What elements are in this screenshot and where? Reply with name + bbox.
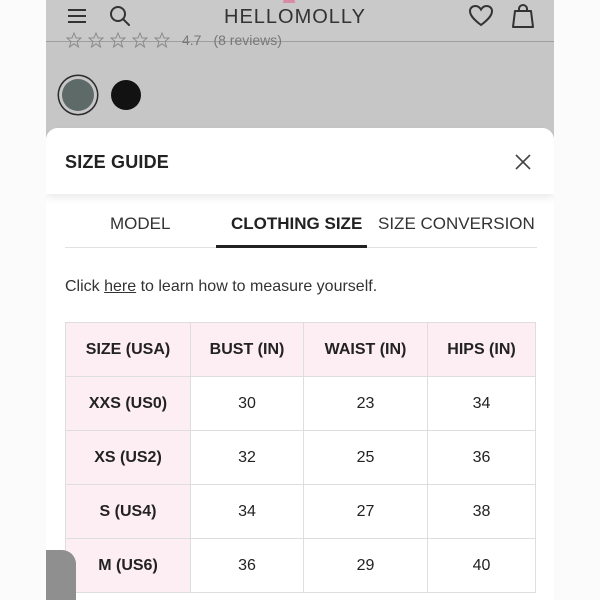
hips-cell: 34 <box>428 377 536 431</box>
size-guide-tabs <box>65 206 537 248</box>
waist-cell: 29 <box>304 539 428 593</box>
edge-handle <box>46 550 76 600</box>
size-table <box>65 322 536 593</box>
search-icon[interactable] <box>109 5 131 27</box>
color-swatch-black[interactable] <box>111 80 141 110</box>
product-rating <box>66 30 282 50</box>
star-icon <box>110 32 126 48</box>
heart-icon[interactable] <box>468 4 494 28</box>
waist-cell: 27 <box>304 485 428 539</box>
size-guide-modal <box>46 128 554 600</box>
column-header: BUST (IN) <box>191 323 304 377</box>
tab-clothing-size[interactable]: CLOTHING SIZE <box>231 214 363 233</box>
tab-size-conversion[interactable]: SIZE CONVERSION <box>378 214 535 233</box>
waist-cell: 23 <box>304 377 428 431</box>
active-tab-indicator <box>216 245 367 248</box>
measure-link[interactable]: here <box>104 278 137 295</box>
menu-icon[interactable] <box>68 9 86 25</box>
crown-icon <box>282 0 296 4</box>
bust-cell: 34 <box>191 485 304 539</box>
bust-cell: 30 <box>191 377 304 431</box>
star-icon <box>132 32 148 48</box>
star-icon <box>154 32 170 48</box>
column-header: SIZE (USA) <box>66 323 191 377</box>
tab-model[interactable]: MODEL <box>110 214 171 233</box>
hips-cell: 36 <box>428 431 536 485</box>
hips-cell: 38 <box>428 485 536 539</box>
size-cell: XS (US2) <box>66 431 191 485</box>
right-margin <box>554 0 600 600</box>
measure-suffix: to learn how to measure yourself. <box>136 278 378 295</box>
modal-title: SIZE GUIDE <box>65 152 170 172</box>
size-cell: S (US4) <box>66 485 191 539</box>
size-cell: XXS (US0) <box>66 377 191 431</box>
column-header: WAIST (IN) <box>304 323 428 377</box>
bust-cell: 36 <box>191 539 304 593</box>
star-icon <box>66 32 82 48</box>
brand-logo[interactable]: HELLOMOLLY <box>224 6 366 28</box>
modal-header <box>46 128 554 194</box>
size-cell: M (US6) <box>66 539 191 593</box>
close-icon[interactable] <box>514 153 532 171</box>
table-row <box>66 485 536 539</box>
left-margin <box>0 0 46 600</box>
measure-prefix: Click <box>65 278 105 295</box>
table-row <box>66 539 536 593</box>
bag-icon[interactable] <box>512 3 534 29</box>
star-icon <box>88 32 104 48</box>
waist-cell: 25 <box>304 431 428 485</box>
rating-value: 4.7 <box>182 32 202 48</box>
bust-cell: 32 <box>191 431 304 485</box>
table-row <box>66 377 536 431</box>
measure-instructions <box>65 278 377 296</box>
table-row <box>66 431 536 485</box>
hips-cell: 40 <box>428 539 536 593</box>
column-header: HIPS (IN) <box>428 323 536 377</box>
color-swatch-gray[interactable] <box>62 79 94 111</box>
phone-screen <box>46 0 554 600</box>
review-count[interactable]: (8 reviews) <box>213 32 282 48</box>
table-header-row <box>66 323 536 377</box>
